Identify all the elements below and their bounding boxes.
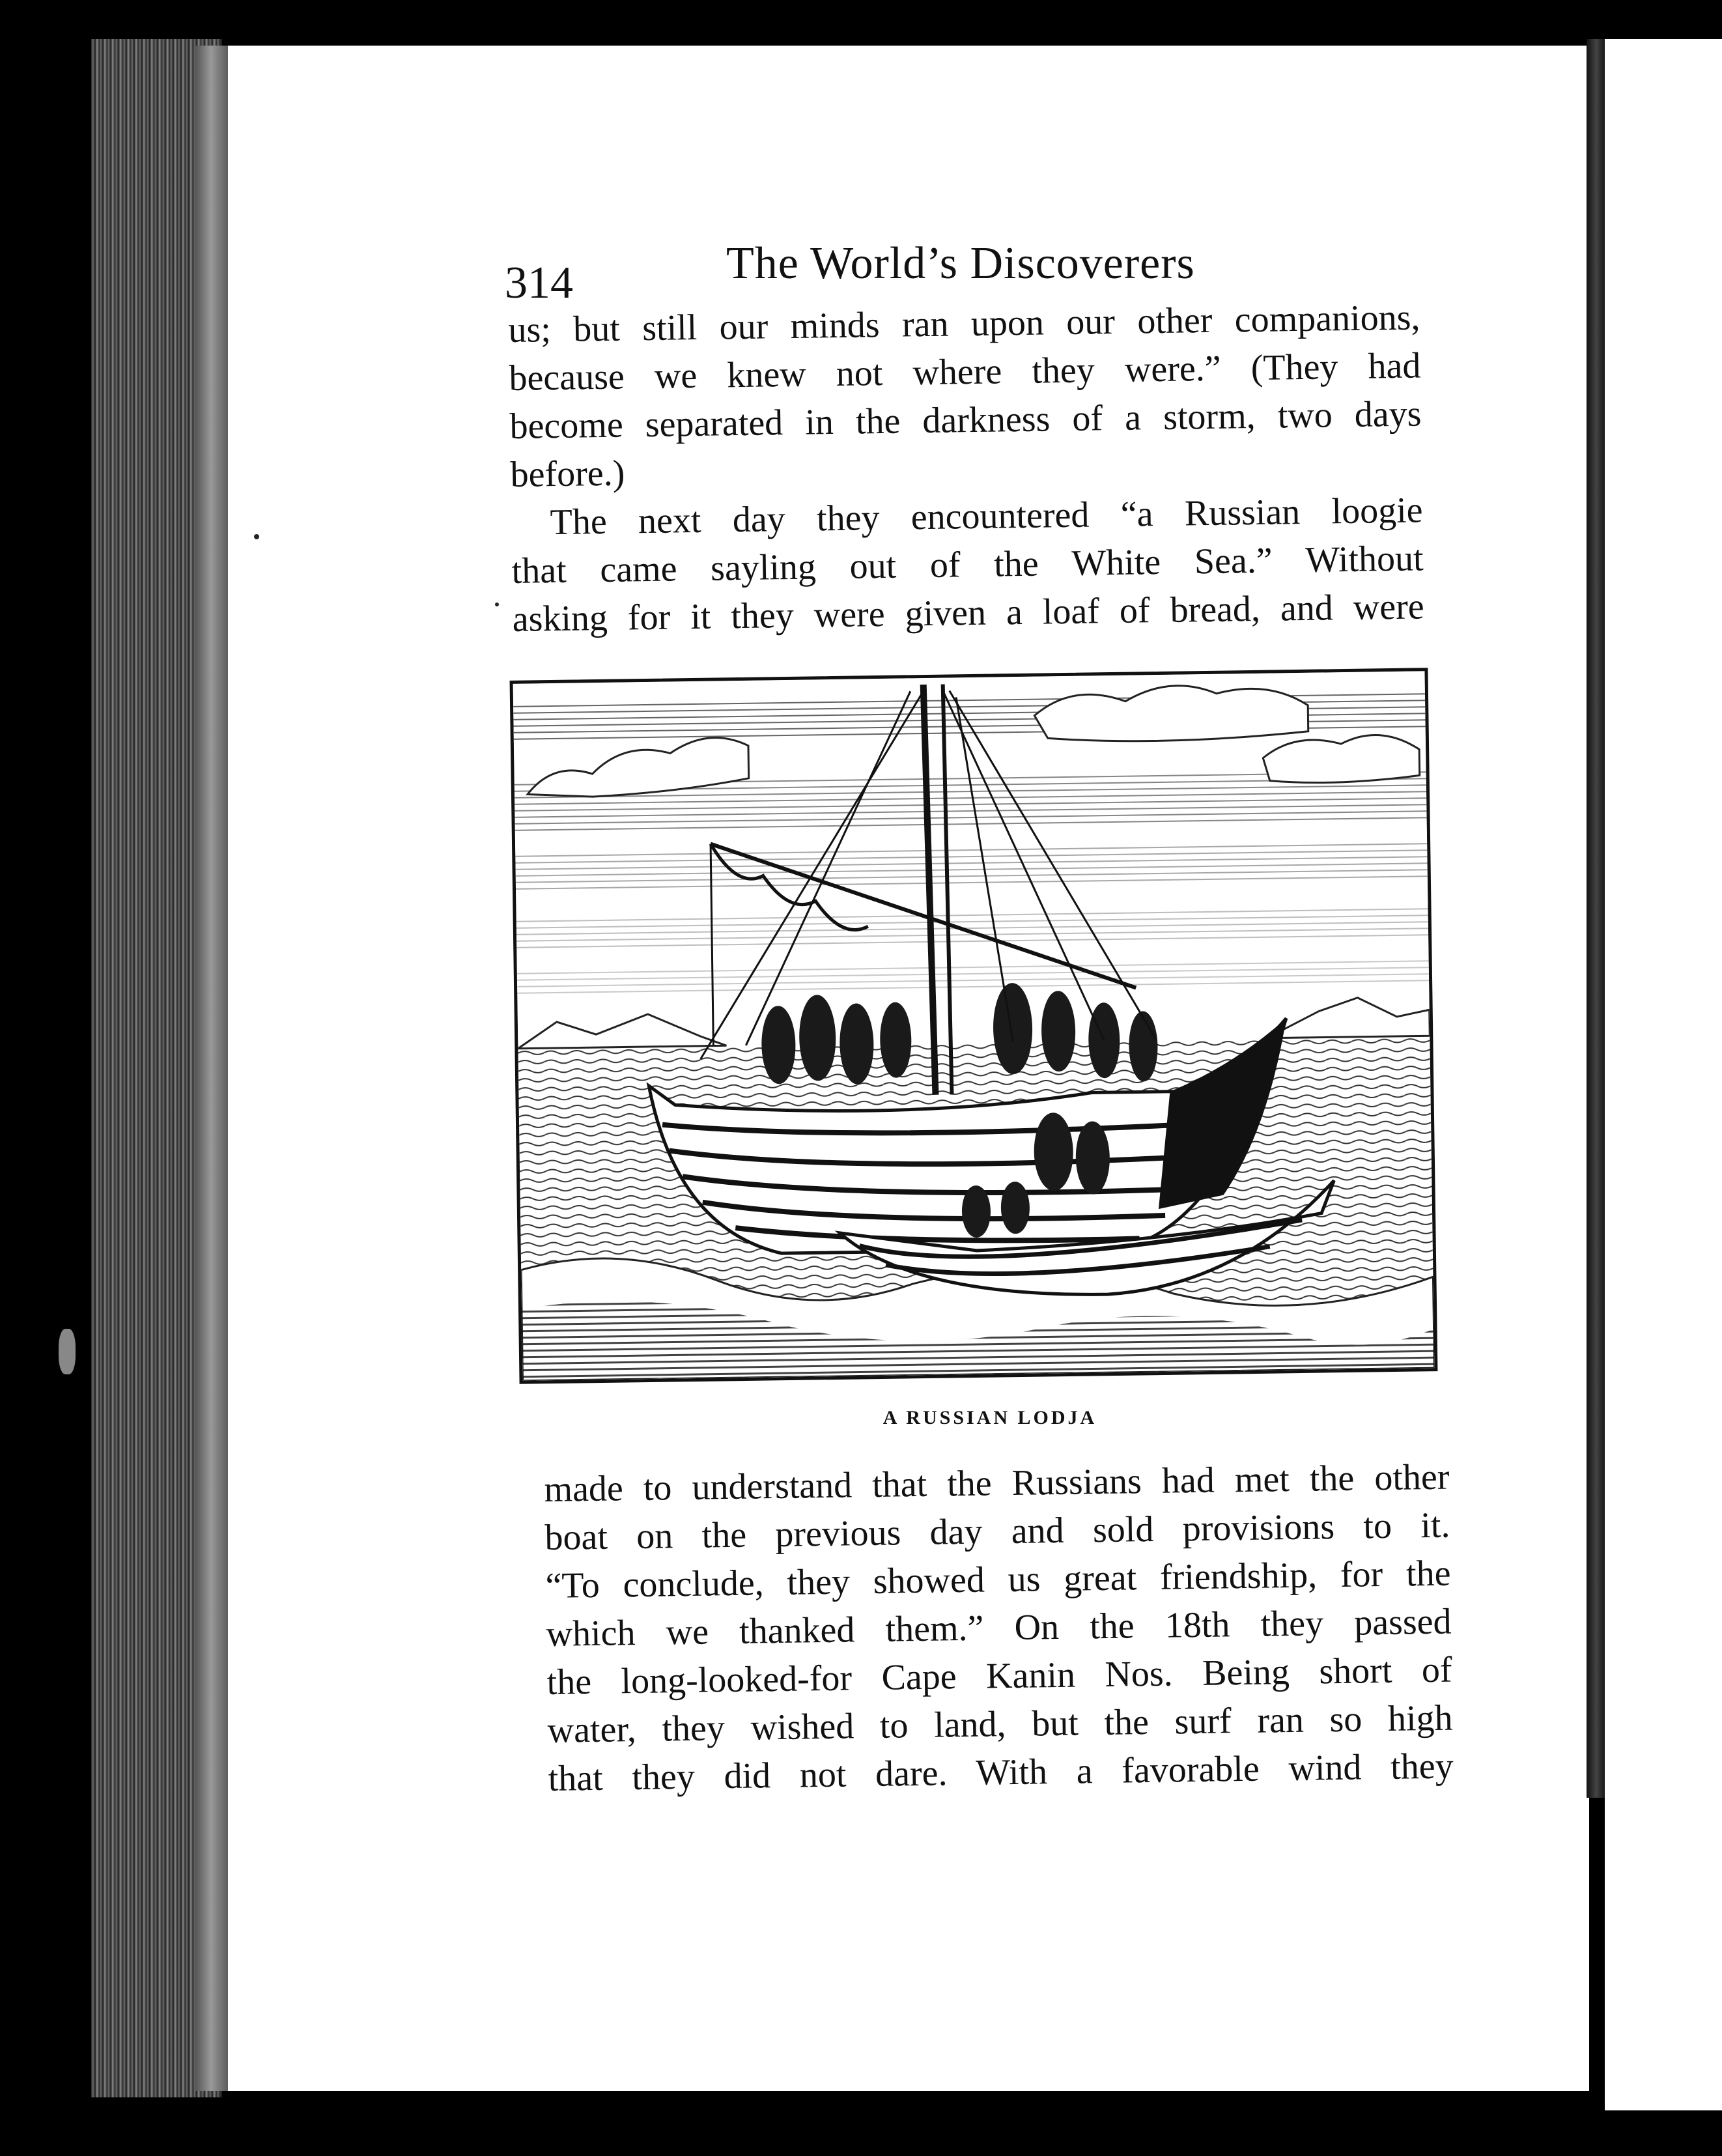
text-line: “To conclude, they showed us great friendship, for the [545, 1553, 1451, 1606]
text-line: The next day they encountered “a Russian loogie [550, 490, 1423, 543]
body-text-top [508, 293, 1424, 643]
text-line: because we knew not where they were.” (They had [509, 345, 1421, 399]
ink-speck [59, 1329, 76, 1374]
ink-speck [495, 603, 499, 606]
text-line: water, they wished to land, but the surf ran so high [547, 1697, 1453, 1751]
text-line: that they did not dare. With a favorable wind they [548, 1746, 1454, 1799]
page-number: 314 [505, 258, 573, 308]
text-line: made to understand that the Russians had met the other [544, 1456, 1450, 1510]
text-line: that came sayling out of the White Sea.” Without [511, 538, 1424, 591]
ink-speck [254, 534, 259, 539]
book-gutter [1587, 39, 1606, 1798]
figure-caption: A RUSSIAN LODJA [882, 1407, 1097, 1428]
text-line: boat on the previous day and sold provisions to it. [544, 1505, 1450, 1558]
text-line: become separated in the darkness of a storm, two days [509, 393, 1422, 447]
lodja-engraving [513, 671, 1435, 1380]
text-line: us; but still our minds ran upon our other companions, [508, 297, 1420, 350]
running-title: The World’s Discoverers [726, 238, 1195, 289]
text-line: the long-looked-for Cape Kanin Nos. Being short of [546, 1649, 1452, 1703]
body-text-bottom [544, 1453, 1454, 1803]
ship-illustration [510, 668, 1438, 1384]
text-line: which we thanked them.” On the 18th they passed [546, 1601, 1452, 1654]
text-line: asking for it they were given a loaf of bread, and were [512, 586, 1425, 640]
text-line: before.) [510, 453, 625, 495]
facing-page-edge [1605, 39, 1722, 2110]
